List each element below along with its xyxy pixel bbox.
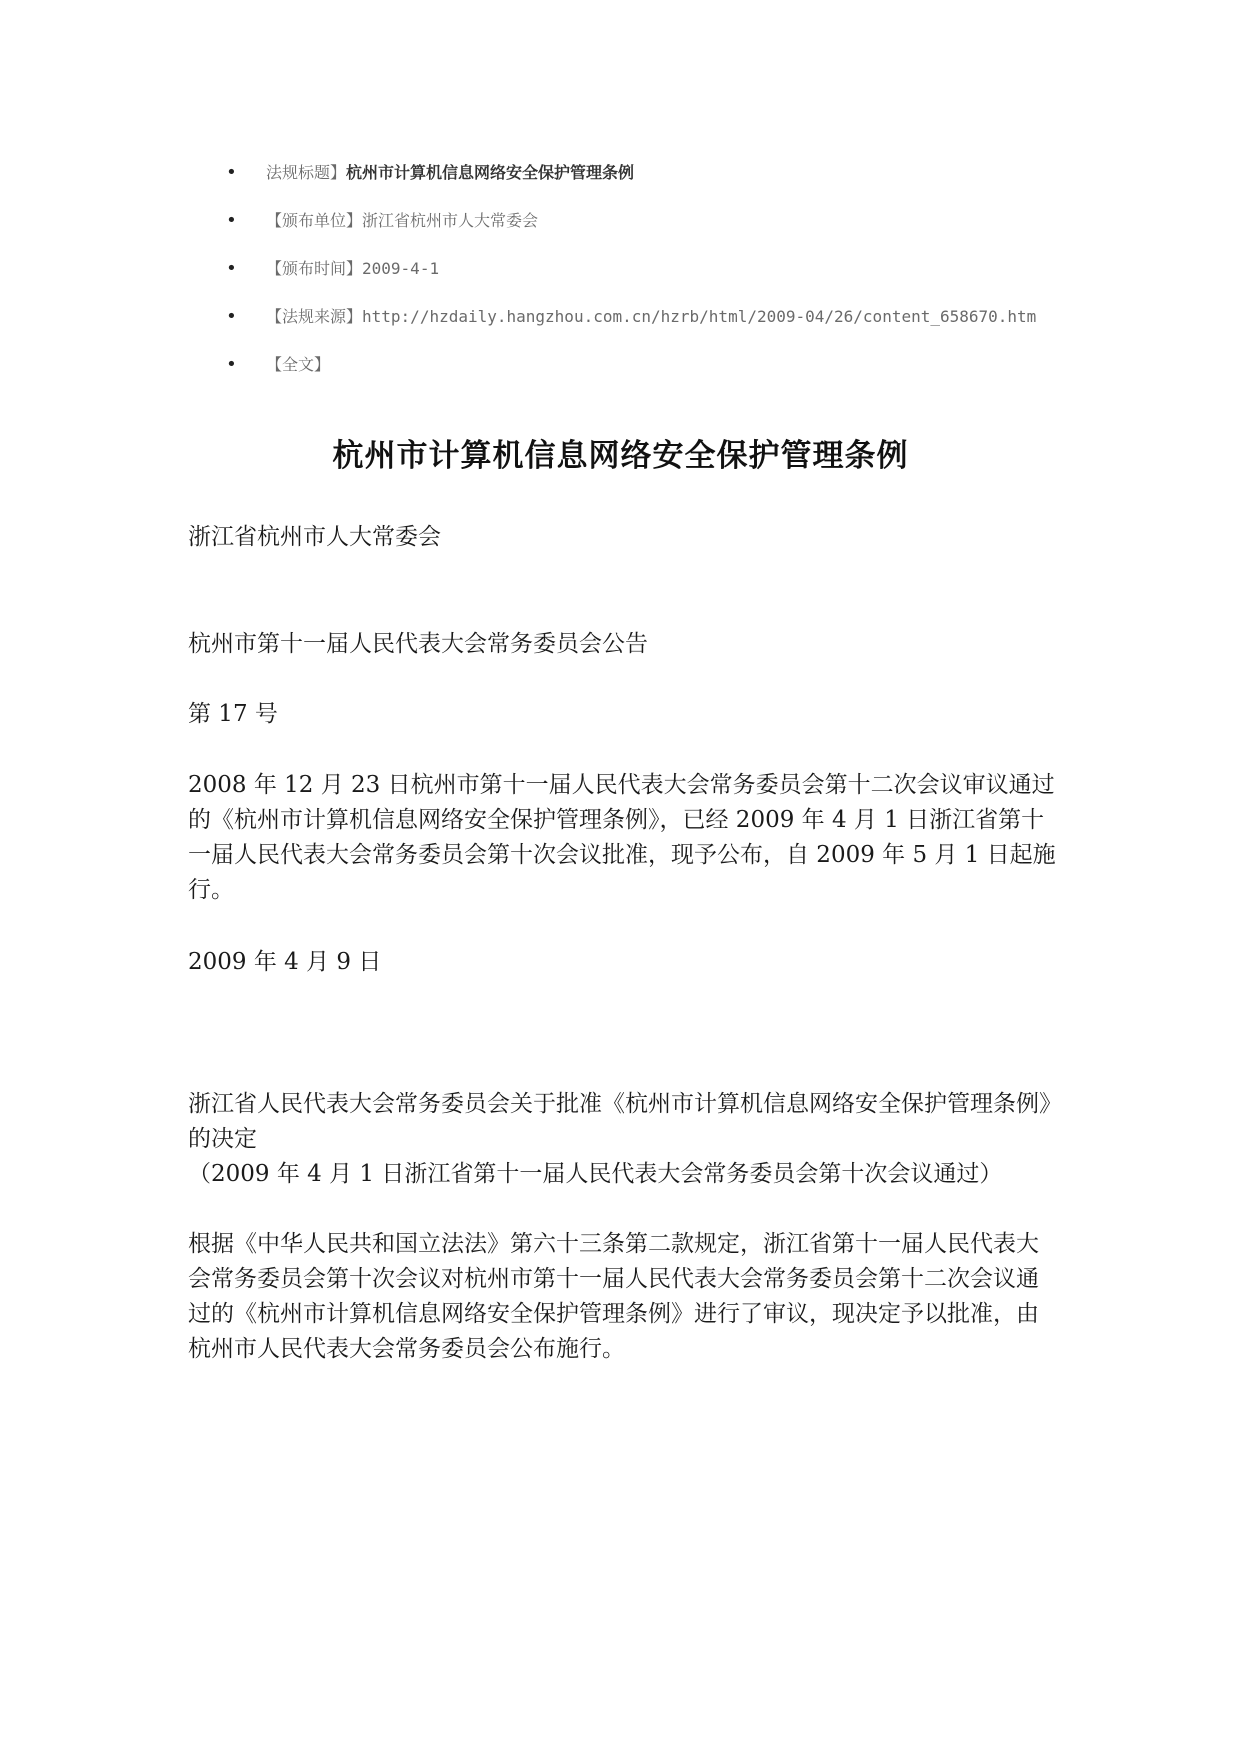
meta-label-date: 【颁布时间】 [266, 259, 363, 278]
meta-label-issuer: 【颁布单位】 [266, 211, 363, 230]
list-item-date [190, 258, 1090, 306]
list-item-fulltext [190, 354, 1090, 402]
bullet-icon: • [226, 306, 237, 327]
list-item-title [190, 162, 1090, 210]
announcement-body: 2008 年 12 月 23 日杭州市第十一届人民代表大会常务委员会第十二次会议审议通过的《杭州市计算机信息网络安全保护管理条例》，已经 2009 年 4 月 1 日浙江省第十一届人民代表大会常务委员会第十次会议批准，现予公布，自 2009 年 5 月 1 日起施行。 [188, 772, 1056, 903]
announcement-heading: 杭州市第十一届人民代表大会常务委员会公告 [188, 631, 648, 657]
meta-label-source: 【法规来源】 [266, 307, 363, 326]
bullet-icon: • [226, 258, 237, 279]
bullet-icon: • [226, 354, 237, 375]
bullet-icon: • [226, 162, 237, 183]
meta-label-title: 法规标题】 [266, 163, 347, 182]
decision-note: （2009 年 4 月 1 日浙江省第十一届人民代表大会常务委员会第十次会议通过） [188, 1161, 1003, 1187]
meta-label-fulltext: 【全文】 [266, 355, 331, 374]
announcement-number: 第 17 号 [188, 701, 278, 727]
bullet-icon: • [226, 210, 237, 231]
list-item-source [190, 306, 1090, 354]
meta-value-source-link[interactable]: http://hzdaily.hangzhou.com.cn/hzrb/html/2009-04/26/content_658670.htm [362, 307, 1037, 326]
announcement-date: 2009 年 4 月 9 日 [188, 949, 382, 975]
decision-heading: 浙江省人民代表大会常务委员会关于批准《杭州市计算机信息网络安全保护管理条例》的决定 [188, 1091, 1051, 1152]
meta-value-title: 杭州市计算机信息网络安全保护管理条例 [346, 163, 635, 182]
document-issuer: 浙江省杭州市人大常委会 [188, 524, 441, 550]
meta-value-date: 2009-4-1 [362, 259, 440, 278]
decision-body: 根据《中华人民共和国立法法》第六十三条第二款规定，浙江省第十一届人民代表大会常务委员会第十次会议对杭州市第十一届人民代表大会常务委员会第十二次会议通过的《杭州市计算机信息网络安全保护管理条例》进行了审议，现决定予以批准，由杭州市人民代表大会常务委员会公布施行。 [188, 1231, 1039, 1362]
document-title: 杭州市计算机信息网络安全保护管理条例 [332, 438, 909, 474]
list-item-issuer [190, 210, 1090, 258]
meta-value-issuer: 浙江省杭州市人大常委会 [362, 211, 539, 230]
metadata-list [190, 162, 1090, 402]
